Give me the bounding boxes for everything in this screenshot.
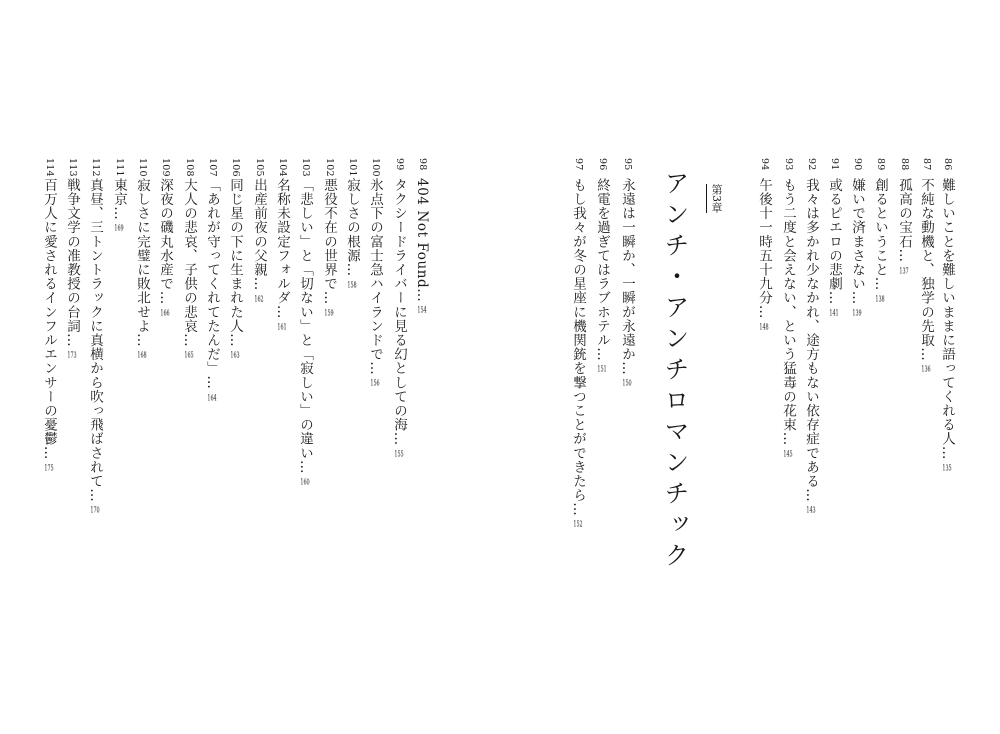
page-number: 173 [67, 351, 77, 360]
entry-number: 103 [300, 158, 311, 177]
entry-title: 創るということ… [872, 178, 888, 291]
toc-entry[interactable] [322, 178, 336, 317]
entry-number: 101 [347, 158, 358, 177]
entry-title: 深夜の磯丸水産で… [157, 178, 173, 305]
page-number: 148 [759, 323, 769, 332]
entry-title: 百万人に愛されるインフルエンサーの憂鬱… [41, 178, 57, 460]
toc-entry[interactable] [205, 178, 219, 402]
entry-number: 87 [921, 158, 932, 171]
entry-title: もう二度と会えない、という猛毒の花束… [780, 178, 796, 446]
toc-entry[interactable] [345, 178, 359, 289]
entry-title: 終電を過ぎてはラブホテル… [594, 178, 610, 362]
entry-title: 寂しさに完璧に敗北せよ… [134, 178, 150, 348]
toc-entry[interactable] [827, 178, 841, 317]
entry-number: 86 [942, 158, 953, 171]
entry-title: もし我々が冬の星座に機関銃を撃つことができたら… [570, 178, 586, 517]
entry-number: 95 [622, 158, 633, 171]
toc-entry[interactable] [228, 178, 242, 360]
entry-title: 大人の悲哀、子供の悲哀… [181, 178, 197, 348]
entry-title: 寂しさの根源… [344, 178, 360, 277]
page-number: 158 [347, 280, 357, 290]
toc-entry[interactable] [182, 178, 196, 360]
page-number: 175 [44, 464, 54, 473]
entry-title: 「悲しい」と「切ない」と「寂しい」の違い… [297, 178, 313, 475]
entry-title: 孤高の宝石… [896, 178, 912, 263]
page-number: 155 [394, 449, 404, 459]
entry-number: 109 [160, 158, 171, 177]
entry-title: 難しいことを難しいままに語ってくれる人… [939, 178, 955, 460]
entry-title: 404 Not Found… [414, 178, 430, 303]
page-number: 154 [417, 306, 427, 315]
toc-entry[interactable] [415, 178, 429, 315]
toc-entry[interactable] [298, 178, 312, 487]
page-number: 170 [90, 506, 100, 515]
entry-title: 我々は多かれ少なかれ、途方もない依存症である… [803, 178, 819, 503]
entry-number: 89 [875, 158, 886, 171]
page-number: 145 [783, 449, 793, 459]
entry-title: 嫌いで済まさない… [849, 178, 865, 305]
page-number: 150 [622, 379, 632, 388]
toc-entry[interactable] [158, 178, 172, 317]
entry-number: 113 [67, 158, 78, 177]
entry-number: 108 [184, 158, 195, 177]
entry-title: 永遠は一瞬か、一瞬が永遠か… [619, 178, 635, 376]
page-number: 164 [207, 393, 217, 402]
entry-number: 110 [137, 158, 148, 177]
entry-number: 98 [417, 158, 428, 171]
page-number: 152 [573, 520, 583, 529]
entry-title: 名称未設定フォルダ… [274, 178, 290, 319]
toc-entry[interactable] [940, 178, 954, 473]
toc-entry[interactable] [88, 178, 102, 515]
chapter-label: 第3章 [706, 184, 722, 213]
toc-entry[interactable] [368, 178, 382, 388]
toc-entry[interactable] [65, 178, 79, 360]
page-number: 169 [114, 224, 124, 233]
entry-number: 97 [573, 158, 584, 171]
page-number: 160 [300, 478, 310, 487]
chapter-title: アンチ・アンチロマンチック [661, 170, 690, 573]
page-number: 162 [254, 294, 264, 304]
page-number: 137 [899, 266, 909, 276]
entry-title: 同じ星の下に生まれた人… [227, 178, 243, 348]
page-number: 156 [370, 379, 380, 388]
entry-title: 悪役不在の世界で… [321, 178, 337, 305]
toc-entry[interactable] [620, 178, 634, 388]
entry-number: 94 [759, 158, 770, 171]
toc-entry[interactable] [42, 178, 56, 473]
page-number: 138 [875, 294, 885, 304]
toc-entry[interactable] [571, 178, 585, 529]
entry-title: 出産前夜の父親… [251, 178, 267, 291]
page-number: 168 [137, 351, 147, 360]
entry-title: 不純な動機と、独学の先取… [918, 178, 934, 362]
page-number: 136 [921, 365, 931, 374]
entry-number: 96 [597, 158, 608, 171]
entry-number: 90 [852, 158, 863, 171]
toc-entry[interactable] [919, 178, 933, 374]
toc-entry[interactable] [112, 178, 126, 233]
entry-title: 午後十一時五十九分… [756, 178, 772, 319]
page-number: 163 [230, 351, 240, 360]
toc-entry[interactable] [275, 178, 289, 332]
toc-entry[interactable] [850, 178, 864, 317]
toc-entry[interactable] [804, 178, 818, 515]
page-number: 141 [829, 308, 839, 318]
entry-title: 戦争文学の准教授の台詞… [64, 178, 80, 348]
entry-number: 93 [783, 158, 794, 171]
toc-entry[interactable] [757, 178, 771, 332]
entry-number: 100 [370, 158, 381, 177]
entry-title: 「あれが守ってくれてたんだ」… [204, 178, 220, 390]
entry-number: 105 [254, 158, 265, 177]
entry-title: タクシードライバーに見る幻としての海… [391, 178, 407, 446]
toc-entry[interactable] [781, 178, 795, 458]
page-number: 166 [160, 308, 170, 318]
page-number: 139 [852, 308, 862, 318]
entry-title: 或るピエロの悲劇… [826, 178, 842, 305]
entry-number: 91 [829, 158, 840, 171]
page-number: 151 [597, 365, 607, 374]
entry-number: 111 [114, 158, 125, 177]
entry-title: 東京… [111, 178, 127, 221]
entry-number: 112 [90, 158, 101, 177]
toc-entry[interactable] [897, 178, 911, 275]
page-number: 159 [324, 308, 334, 318]
entry-number: 92 [806, 158, 817, 171]
entry-number: 99 [394, 158, 405, 171]
page-number: 161 [277, 323, 287, 332]
toc-entry[interactable] [135, 178, 149, 360]
page-number: 165 [184, 351, 194, 360]
page-number: 143 [806, 506, 816, 515]
entry-number: 88 [899, 158, 910, 171]
toc-entry[interactable] [873, 178, 887, 303]
entry-title: 真昼、三トントラックに真横から吹っ飛ばされて… [87, 178, 103, 503]
toc-entry[interactable] [252, 178, 266, 303]
entry-number: 114 [44, 158, 55, 177]
entry-number: 107 [207, 158, 218, 177]
page-number: 135 [942, 464, 952, 473]
entry-number: 102 [324, 158, 335, 177]
entry-title: 氷点下の富士急ハイランドで… [367, 178, 383, 376]
toc-entry[interactable] [595, 178, 609, 374]
entry-number: 106 [230, 158, 241, 177]
toc-entry[interactable] [392, 178, 406, 458]
entry-number: 104 [277, 158, 288, 177]
